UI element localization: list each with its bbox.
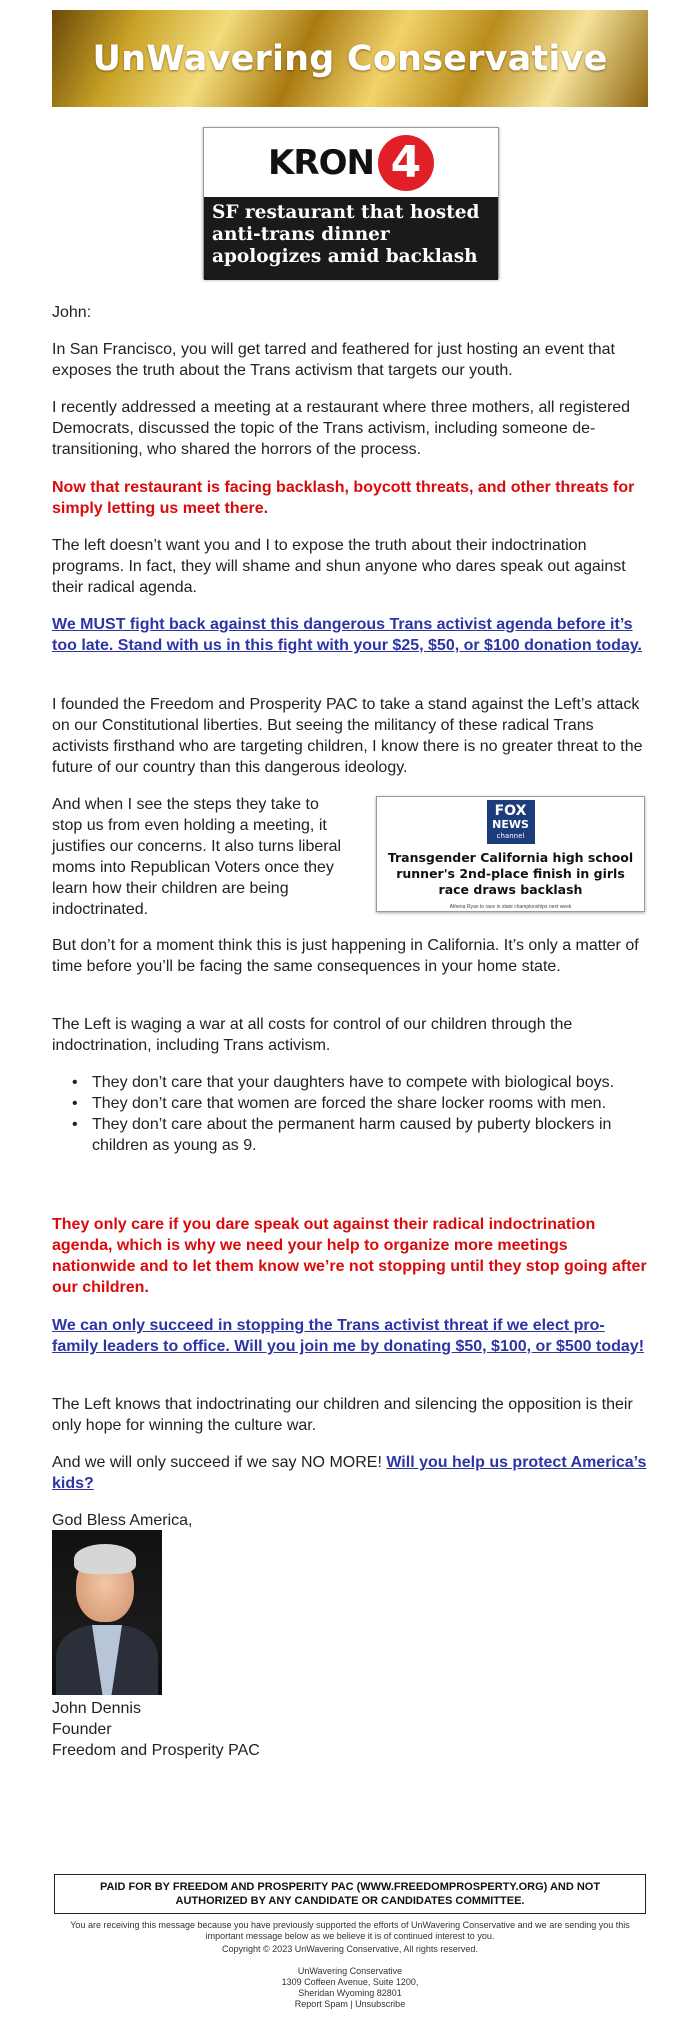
signer-photo <box>52 1530 162 1695</box>
paragraph-11 <box>52 1452 648 1494</box>
signature-name: John Dennis <box>52 1700 141 1717</box>
footer-address-name: UnWavering Conservative <box>297 1966 403 1976</box>
kron-logo-number: 4 <box>378 135 434 191</box>
kron4-logo <box>204 128 498 197</box>
paragraph-4: The left doesn’t want you and I to expose the truth about their indoctrination programs. In fact, they will shame and shun anyone who dares speak out against their radical agenda. <box>52 537 626 596</box>
paid-for-disclaimer: PAID FOR BY FREEDOM AND PROSPERITY PAC (WWW.FREEDOMPROSPERTY.ORG) AND NOT AUTHORIZED BY ANY CANDIDATE OR CANDIDATES COMMITTEE. <box>54 1874 646 1914</box>
signoff: God Bless America, <box>52 1512 193 1529</box>
protect-kids-link[interactable]: Will you help us protect America’s kids? <box>52 1454 647 1492</box>
paragraph-2: I recently addressed a meeting at a restaurant where three mothers, all registered Democrats, discussed the topic of the Trans activism, including someone de-transitioning, who shared the horrors of the process. <box>52 399 631 458</box>
footer-links <box>52 1999 648 2010</box>
brand-title: UnWavering Conservative <box>92 38 608 79</box>
footer-notice: You are receiving this message because you have previously supported the efforts of UnWavering Conservative and we are sending you this important message below as we believe it is of continued interest to you. <box>70 1920 630 1941</box>
paragraph-6: And when I see the steps they take to stop us from even holding a meeting, it justifies our concerns. It also turns liberal moms into Republican Voters once they learn how their children are being indoctrinated. <box>52 796 342 918</box>
paragraph-8: The Left is waging a war at all costs for control of our children through the indoctrination, including Trans activism. <box>52 1016 573 1054</box>
paragraph-11-text: And we will only succeed if we say NO MORE! <box>52 1454 387 1471</box>
signature-org: Freedom and Prosperity PAC <box>52 1742 260 1759</box>
photo-hair <box>74 1544 136 1574</box>
footer-address-line1: 1309 Coffeen Avenue, Suite 1200, <box>281 1977 419 1987</box>
fox-news-logo <box>487 800 535 844</box>
footer-copyright: Copyright © 2023 UnWavering Conservative, All rights reserved. <box>222 1944 478 1954</box>
greeting: John: <box>52 304 92 321</box>
paragraph-7: But don’t for a moment think this is just happening in California. It’s only a matter of time before you’ll be facing the same consequences in your home state. <box>52 937 639 975</box>
fox-news-image <box>376 796 645 912</box>
unsubscribe-link[interactable]: Unsubscribe <box>355 1999 406 2009</box>
fox-caption: Athena Ryan to race in state championships next week <box>449 904 572 910</box>
fox-headline: Transgender California high school runner's 2nd-place finish in girls race draws backlash <box>387 850 634 897</box>
kron4-news-image <box>203 127 499 279</box>
fox-logo-line3: channel <box>496 832 525 840</box>
bullet-list <box>72 1072 648 1156</box>
paragraph-9-emphasis: They only care if you dare speak out against their radical indoctrination agenda, which is why we need your help to organize more meetings nationwide and to let them know we’re not stopping until they stop going after our children. <box>52 1216 647 1296</box>
donate-link-2[interactable]: We can only succeed in stopping the Trans activist threat if we elect pro-family leaders to office. Will you join me by donating $50, $100, or $500 today! <box>52 1317 645 1355</box>
paragraph-10: The Left knows that indoctrinating our children and silencing the opposition is their only hope for winning the culture war. <box>52 1396 633 1434</box>
fox-logo-line2: NEWS <box>492 818 529 831</box>
footer-separator: | <box>347 1999 356 2009</box>
bullet-item: • They don’t care that women are forced the share locker rooms with men. <box>72 1093 648 1114</box>
paragraph-5: I founded the Freedom and Prosperity PAC to take a stand against the Left’s attack on our Constitutional liberties. But seeing the militancy of these radical Trans activists firsthand who are targeting children, I know there is no greater threat to the future of our country than this dangerous ideology. <box>52 696 643 776</box>
signature-title: Founder <box>52 1721 112 1738</box>
fox-logo-line1: FOX <box>494 803 527 819</box>
donate-link-1[interactable]: We MUST fight back against this dangerous Trans activist agenda before it’s too late. Stand with us in this fight with your $25, $50, or $100 donation today. <box>52 616 642 654</box>
kron-logo-text: KRON <box>268 142 374 183</box>
kron-headline: SF restaurant that hosted anti-trans dinner apologizes amid backlash <box>204 197 498 280</box>
bullet-item: • They don’t care that your daughters have to compete with biological boys. <box>72 1072 648 1093</box>
footer-address-line2: Sheridan Wyoming 82801 <box>298 1988 402 1998</box>
report-spam-link[interactable]: Report Spam <box>294 1999 348 2009</box>
header-banner <box>52 10 648 107</box>
paragraph-1: In San Francisco, you will get tarred and feathered for just hosting an event that exposes the truth about the Trans activism that targets our youth. <box>52 341 615 379</box>
bullet-item: • They don’t care about the permanent harm caused by puberty blockers in children as young as 9. <box>72 1114 648 1156</box>
paragraph-3-emphasis: Now that restaurant is facing backlash, boycott threats, and other threats for simply letting us meet there. <box>52 479 635 517</box>
